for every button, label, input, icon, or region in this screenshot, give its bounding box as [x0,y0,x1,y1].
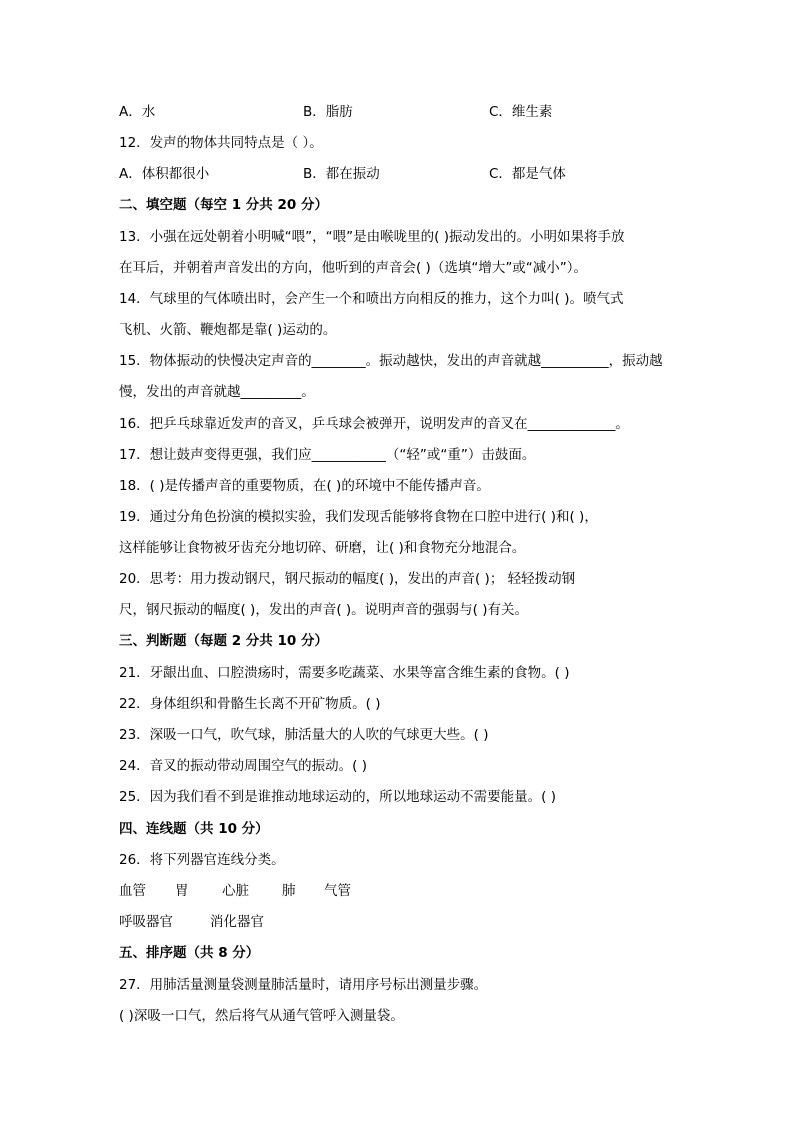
q13-line-1: 13．小强在远处朝着小明喊“喂”，“喂”是由喉咙里的( )振动发出的。小明如果将手放 [119,229,625,245]
organ-item: 血管 [119,883,146,899]
category-item: 呼吸器官 [119,914,173,930]
q15-line-1: 15．物体振动的快慢决定声音的________。振动越快，发出的声音就越__________，振动越 [119,353,663,369]
q11-option-a: A．水 [119,104,156,120]
q20-line-2: 尺，钢尺振动的幅度( )，发出的声音( )。说明声音的强弱与( )有关。 [119,602,528,618]
q17: 17．想让鼓声变得更强，我们应___________（“轻”或“重”）击鼓面。 [119,447,536,463]
category-item: 消化器官 [210,914,264,930]
q16: 16．把乒乓球靠近发声的音叉，乒乓球会被弹开，说明发声的音叉在_____________。 [119,416,629,432]
q11-option-c: C．维生素 [489,104,553,120]
q23: 23．深吸一口气，吹气球，肺活量大的人吹的气球更大些。( ) [119,727,489,743]
q12-option-b: B．都在振动 [303,166,380,182]
q18: 18．( )是传播声音的重要物质，在( )的环境中不能传播声音。 [119,478,490,494]
q25: 25．因为我们看不到是谁推动地球运动的，所以地球运动不需要能量。( ) [119,789,557,805]
q27-stem: 27．用肺活量测量袋测量肺活量时，请用序号标出测量步骤。 [119,977,488,993]
organ-item: 胃 [175,883,189,899]
section-matching-title: 四、连线题（共 10 分） [119,821,269,837]
q20-line-1: 20．思考：用力拨动钢尺，钢尺振动的幅度( )，发出的声音( )； 轻轻拨动钢 [119,571,576,587]
q14-line-2: 飞机、火箭、鞭炮都是靠( )运动的。 [119,322,337,338]
q21: 21．牙龈出血、口腔溃疡时，需要多吃蔬菜、水果等富含维生素的食物。( ) [119,665,570,681]
organ-item: 肺 [282,883,296,899]
section-ordering-title: 五、排序题（共 8 分） [119,945,260,961]
organ-item: 气管 [324,883,351,899]
q19-line-2: 这样能够让食物被牙齿充分地切碎、研磨，让( )和食物充分地混合。 [119,540,526,556]
q12-option-c: C．都是气体 [489,166,566,182]
q13-line-2: 在耳后，并朝着声音发出的方向，他听到的声音会( )（选填“增大”或“减小”）。 [119,260,588,276]
q11-option-b: B．脂肪 [303,104,353,120]
q12-stem: 12．发声的物体共同特点是（ ）。 [119,135,323,151]
q27-step: ( )深吸一口气，然后将气从通气管呼入测量袋。 [119,1008,404,1024]
organ-item: 心脏 [222,883,249,899]
q14-line-1: 14．气球里的气体喷出时，会产生一个和喷出方向相反的推力，这个力叫( )。喷气式 [119,291,624,307]
q26-stem: 26．将下列器官连线分类。 [119,852,285,868]
q24: 24．音叉的振动带动周围空气的振动。( ) [119,758,368,774]
q15-line-2: 慢，发出的声音就越_________。 [119,384,315,400]
q22: 22．身体组织和骨骼生长离不开矿物质。( ) [119,696,381,712]
section-fill-blank-title: 二、填空题（每空 1 分共 20 分） [119,197,328,213]
q12-option-a: A．体积都很小 [119,166,210,182]
q19-line-1: 19．通过分角色扮演的模拟实验，我们发现舌能够将食物在口腔中进行( )和( )， [119,509,598,525]
section-judge-title: 三、判断题（每题 2 分共 10 分） [119,633,328,649]
